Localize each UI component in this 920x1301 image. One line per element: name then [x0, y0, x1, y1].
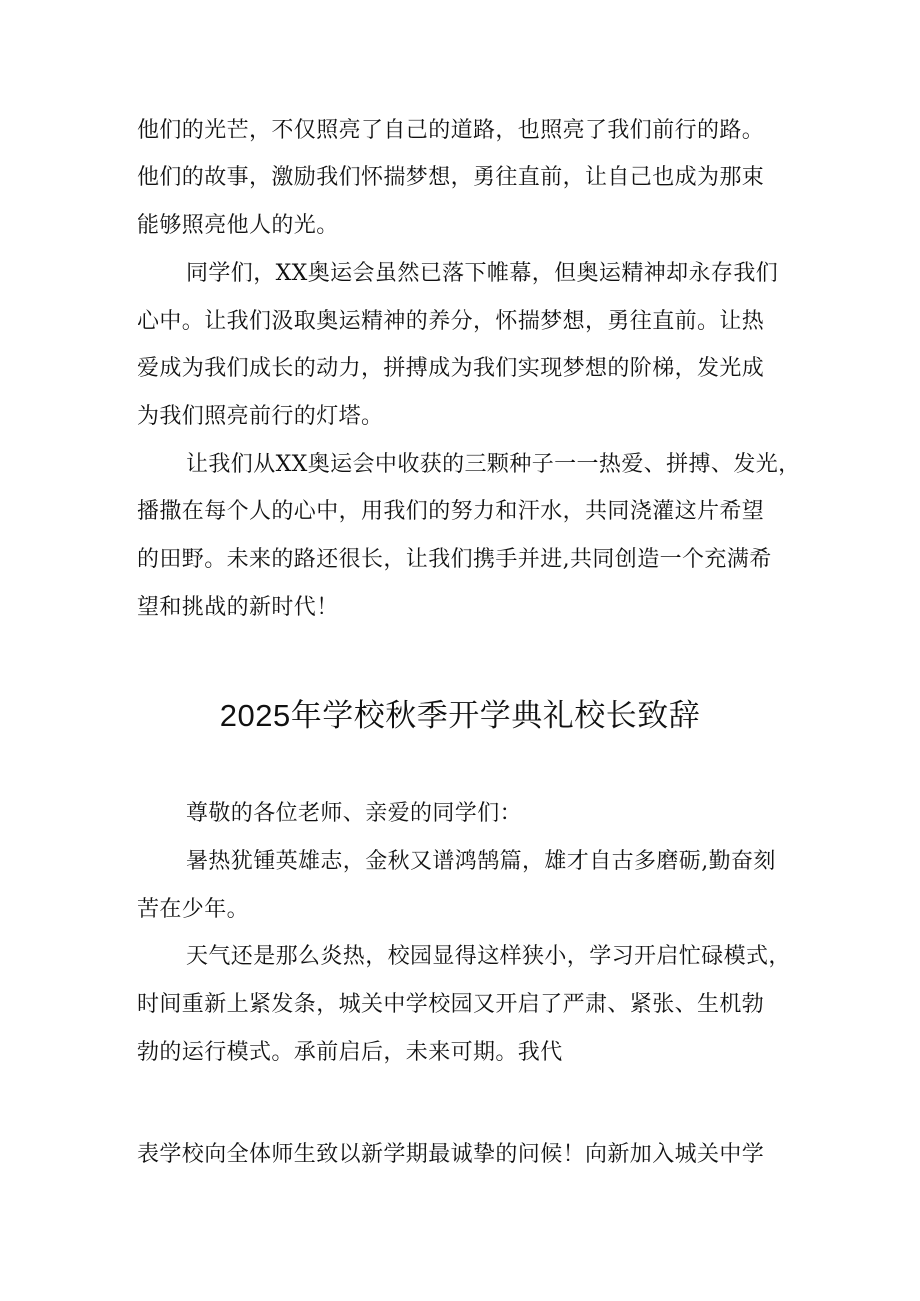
body-line: 勃的运行模式。承前启后，未来可期。我代 [137, 1040, 563, 1065]
paragraph-start-line: 让我们从XX奥运会中收获的三颗种子一一热爱、拼搏、发光， [186, 452, 801, 477]
body-line: 爱成为我们成长的动力，拼搏成为我们实现梦想的阶梯，发光成 [137, 356, 765, 381]
body-line: 时间重新上紧发条，城关中学校园又开启了严肃、紧张、生机勃 [137, 992, 765, 1017]
body-line: 播撒在每个人的心中，用我们的努力和汗水，共同浇灌这片希望 [137, 499, 765, 524]
salutation-line: 尊敬的各位老师、亲爱的同学们： [186, 801, 523, 826]
paragraph-start-line: 同学们，XX奥运会虽然已落下帷幕，但奥运精神却永存我们 [186, 261, 779, 286]
body-line: 为我们照亮前行的灯塔。 [137, 404, 384, 429]
body-line: 能够照亮他人的光。 [137, 213, 339, 238]
paragraph-start-line: 天气还是那么炎热，校园显得这样狭小，学习开启忙碌模式， [186, 944, 791, 969]
body-line: 的田野。未来的路还很长，让我们携手并进,共同创造一个充满希 [137, 547, 772, 572]
document-title: 2025年学校秋季开学典礼校长致辞 [219, 698, 701, 733]
paragraph-start-line: 暑热犹锺英雄志，金秋又谱鸿鹄篇，雄才自古多磨砺,勤奋刻 [186, 849, 776, 874]
body-line: 表学校向全体师生致以新学期最诚挚的问候！向新加入城关中学 [137, 1142, 765, 1167]
body-line: 苦在少年。 [137, 897, 250, 922]
body-line: 望和挑战的新时代！ [137, 595, 339, 620]
body-line: 心中。让我们汲取奥运精神的养分，怀揣梦想，勇往直前。让热 [137, 309, 765, 334]
body-line: 他们的故事，激励我们怀揣梦想，勇往直前，让自己也成为那束 [137, 165, 765, 190]
body-line: 他们的光芒，不仅照亮了自己的道路，也照亮了我们前行的路。 [137, 118, 765, 143]
